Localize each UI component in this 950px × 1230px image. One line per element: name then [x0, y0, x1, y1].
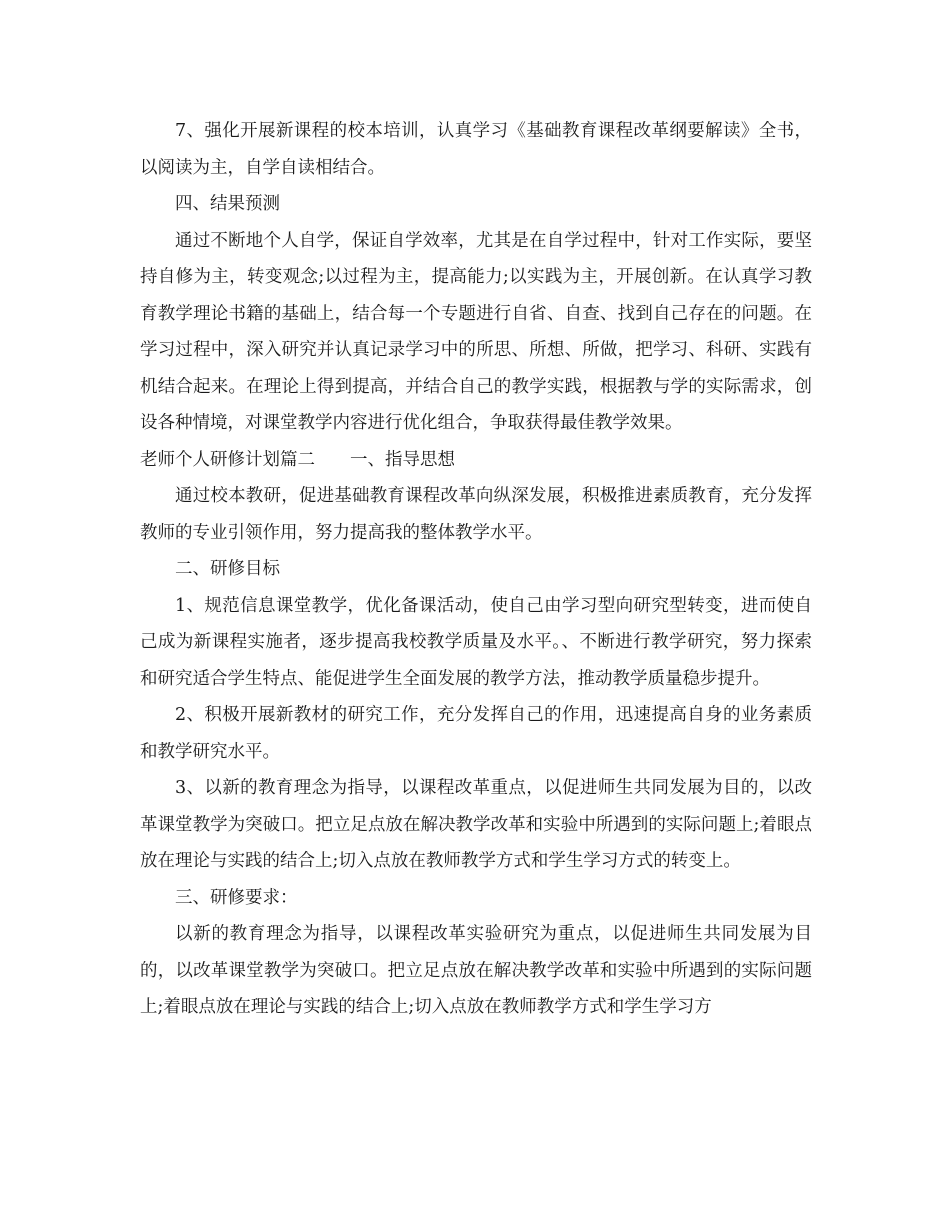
section-heading-plan-two: 老师个人研修计划篇二 一、指导思想	[140, 449, 455, 470]
paragraph-requirements: 以新的教育理念为指导，以课程改革实验研究为重点，以促进师生共同发展为目的，以改革课堂教学为突破口。把立足点放在解决教学改革和实验中所遇到的实际问题上;着眼点放在理论与实践的结合上;切入点放在教师教学方式和学生学习方	[140, 924, 812, 1017]
paragraph-goal-3: 3、以新的教育理念为指导，以课程改革重点，以促进师生共同发展为目的，以改革课堂教学为突破口。把立足点放在解决教学改革和实验中所遇到的实际问题上;着眼点放在理论与实践的结合上;切入点放在教师教学方式和学生学习方式的转变上。	[140, 778, 812, 871]
section-heading-study-goals: 二、研修目标	[175, 559, 280, 579]
paragraph-goal-1: 1、规范信息课堂教学，优化备课活动，使自己由学习型向研究型转变，进而使自己成为新课程实施者，逐步提高我校教学质量及水平。、不断进行教学研究，努力探索和研究适合学生特点、能促进学生全面发展的教学方法，推动教学质量稳步提升。	[140, 595, 812, 689]
paragraph-guiding-ideology: 通过校本教研，促进基础教育课程改革向纵深发展，积极推进素质教育，充分发挥教师的专业引领作用，努力提高我的整体教学水平。	[140, 486, 812, 543]
paragraph-result-prediction: 通过不断地个人自学，保证自学效率，尤其是在自学过程中，针对工作实际，要坚持自修为主，转变观念;以过程为主，提高能力;以实践为主，开展创新。在认真学习教育教学理论书籍的基础上，结合每一个专题进行自省、自查、找到自己存在的问题。在学习过程中，深入研究并认真记录学习中的所思、所想、所做，把学习、科研、实践有机结合起来。在理论上得到提高，并结合自己的教学实践，根据教与学的实际需求，创设各种情境，对课堂教学内容进行优化组合，争取获得最佳教学效果。	[140, 230, 812, 433]
document-body	[140, 113, 812, 1026]
section-heading-result-prediction: 四、结果预测	[175, 194, 280, 214]
section-heading-study-requirements: 三、研修要求：	[175, 887, 298, 908]
paragraph-item-7-training: 7、强化开展新课程的校本培训，认真学习《基础教育课程改革纲要解读》全书，以阅读为主，自学自读相结合。	[140, 121, 812, 178]
paragraph-goal-2: 2、积极开展新教材的研究工作，充分发挥自己的作用，迅速提高自身的业务素质和教学研究水平。	[140, 705, 812, 762]
